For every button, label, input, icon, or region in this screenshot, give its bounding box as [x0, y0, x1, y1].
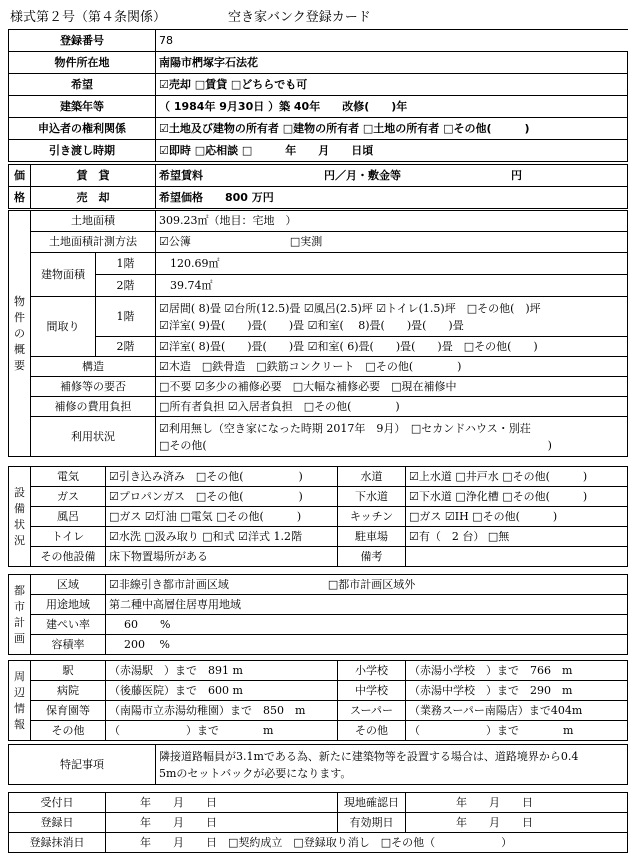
- remarks-label: 備考: [338, 547, 406, 567]
- gas-label: ガス: [31, 487, 106, 507]
- cost-value: □所有者負担 ☑入居者負担 □その他( ): [156, 397, 628, 417]
- surroundings-side-label: 周辺情報: [9, 661, 31, 741]
- special-value: [156, 745, 628, 785]
- rights-value: ☑土地及び建物の所有者 □建物の所有者 □土地の所有者 □その他( ): [156, 118, 628, 140]
- layout-label: 間取り: [31, 297, 96, 357]
- built-label: 建築年等: [9, 96, 156, 118]
- elem-school-label: 小学校: [338, 661, 406, 681]
- other1-label: その他: [31, 721, 106, 741]
- elec-value: ☑引き込み済み □その他( ): [106, 467, 338, 487]
- rent-value: 希望賃料 円／月・敷金等 円: [156, 165, 628, 187]
- facilities-table: [8, 466, 628, 567]
- bldg-floor2-label: 2階: [96, 275, 156, 297]
- junior-school-value: （赤湯中学校 ）まで 290 m: [406, 681, 628, 701]
- special-table: [8, 744, 628, 785]
- bldg-floor1-label: 1階: [96, 253, 156, 275]
- station-value: （赤湯駅 ）まで 891 m: [106, 661, 338, 681]
- registered-value: 年 月 日: [106, 813, 338, 833]
- nursery-label: 保育園等: [31, 701, 106, 721]
- zone-value: 第二種中高層住居専用地域: [106, 595, 628, 615]
- other2-value: （ ）まで m: [406, 721, 628, 741]
- reg-no-label: 登録番号: [9, 30, 156, 52]
- measure-value: ☑公簿 □実測: [156, 232, 628, 253]
- bath-label: 風呂: [31, 507, 106, 527]
- layout-floor1-line2: ☑洋室( 9)畳( )畳( )畳 ☑和室( 8)畳( )畳( )畳: [159, 318, 464, 332]
- urban-table: [8, 574, 628, 655]
- usage-label: 利用状況: [31, 417, 156, 457]
- overview-table: [8, 210, 628, 457]
- layout-floor1-label: 1階: [96, 297, 156, 337]
- repair-value: □不要 ☑多少の補修必要 □大幅な補修必要 □現在補修中: [156, 377, 628, 397]
- overview-side-label: 物件の概要: [9, 211, 31, 457]
- special-line1: 隣接道路幅員が3.1mである為、新たに建築物等を設置する場合は、道路境界から0.4: [159, 749, 579, 763]
- other-equipment-label: その他設備: [31, 547, 106, 567]
- sale-label: 売 却: [31, 187, 156, 209]
- bldg-floor1-area: 120.69㎡: [156, 253, 628, 275]
- surroundings-table: [8, 660, 628, 741]
- other1-value: （ ）まで m: [106, 721, 338, 741]
- built-value: （ 1984年 9月30日 ）築 40年 改修( )年: [156, 96, 628, 118]
- elem-school-value: （赤湯小学校 ）まで 766 m: [406, 661, 628, 681]
- far-value: 200 %: [106, 635, 628, 655]
- layout-floor1-line1: ☑居間( 8)畳 ☑台所(12.5)畳 ☑風呂(2.5)坪 ☑トイレ(1.5)坪 □その他( )坪: [159, 301, 541, 315]
- expiry-value: 年 月 日: [406, 813, 628, 833]
- received-value: 年 月 日: [106, 793, 338, 813]
- wish-value: ☑売却 □賃貸 □どちらでも可: [156, 74, 628, 96]
- area-value: ☑非線引き都市計画区域 □都市計画区域外: [106, 575, 628, 595]
- price-side-1: 価: [9, 165, 31, 187]
- price-side-2: 格: [9, 187, 31, 209]
- expiry-label: 有効期日: [338, 813, 406, 833]
- repair-label: 補修等の要否: [31, 377, 156, 397]
- bldg-area-label: 建物面積: [31, 253, 96, 297]
- supermarket-label: スーパー: [338, 701, 406, 721]
- layout-floor2-value: ☑洋室( 8)畳( )畳( )畳 ☑和室( 6)畳( )畳( )畳 □その他( ): [156, 337, 628, 357]
- sale-value: 希望価格 800 万円: [156, 187, 628, 209]
- usage-cell: [156, 417, 628, 457]
- water-value: ☑上水道 □井戸水 □その他( ): [406, 467, 628, 487]
- special-line2: 5mのセットバックが必要になります。: [159, 766, 352, 780]
- hospital-label: 病院: [31, 681, 106, 701]
- supermarket-value: （業務スーパー南陽店）まで404m: [406, 701, 628, 721]
- gas-value: ☑プロパンガス □その他( ): [106, 487, 338, 507]
- far-label: 容積率: [31, 635, 106, 655]
- basic-info-table: [8, 29, 628, 162]
- special-label: 特記事項: [9, 745, 156, 785]
- parking-label: 駐車場: [338, 527, 406, 547]
- toilet-label: トイレ: [31, 527, 106, 547]
- layout-floor2-label: 2階: [96, 337, 156, 357]
- parking-value: ☑有（ 2 台） □無: [406, 527, 628, 547]
- received-label: 受付日: [9, 793, 106, 813]
- layout-floor1-cell: [156, 297, 628, 337]
- admin-table: [8, 792, 628, 853]
- rent-label: 賃 貸: [31, 165, 156, 187]
- card-title: 空き家バンク登録カード: [228, 10, 371, 25]
- registered-label: 登録日: [9, 813, 106, 833]
- usage-line1: ☑利用無し（空き家になった時期 2017年 9月） □セカンドハウス・別荘: [159, 421, 531, 435]
- nursery-value: （南陽市立赤湯幼稚園）まで 850 m: [106, 701, 338, 721]
- kitchen-label: キッチン: [338, 507, 406, 527]
- site-check-value: 年 月 日: [406, 793, 628, 813]
- sewer-value: ☑下水道 □浄化槽 □その他( ): [406, 487, 628, 507]
- structure-label: 構造: [31, 357, 156, 377]
- sewer-label: 下水道: [338, 487, 406, 507]
- measure-label: 土地面積計測方法: [31, 232, 156, 253]
- handover-value: ☑即時 □応相談 □ 年 月 日頃: [156, 140, 628, 162]
- location-value: 南陽市椚塚字石法花: [156, 52, 628, 74]
- junior-school-label: 中学校: [338, 681, 406, 701]
- cost-label: 補修の費用負担: [31, 397, 156, 417]
- form-number-title: 様式第２号（第４条関係）: [10, 10, 167, 25]
- area-label: 区域: [31, 575, 106, 595]
- handover-label: 引き渡し時期: [9, 140, 156, 162]
- toilet-value: ☑水洗 □汲み取り □和式 ☑洋式 1.2階: [106, 527, 338, 547]
- wish-label: 希望: [9, 74, 156, 96]
- price-table: [8, 164, 628, 209]
- station-label: 駅: [31, 661, 106, 681]
- location-label: 物件所在地: [9, 52, 156, 74]
- structure-value: ☑木造 □鉄骨造 □鉄筋コンクリート □その他( ): [156, 357, 628, 377]
- bath-value: □ガス ☑灯油 □電気 □その他( ): [106, 507, 338, 527]
- usage-line2: □その他( ): [159, 438, 552, 452]
- reg-no-value: 78: [156, 30, 628, 52]
- other2-label: その他: [338, 721, 406, 741]
- land-area-value: 309.23㎡（地目：宅地 ）: [156, 211, 628, 232]
- hospital-value: （後藤医院）まで 600 m: [106, 681, 338, 701]
- site-check-label: 現地確認日: [338, 793, 406, 813]
- kitchen-value: □ガス ☑IH □その他( ): [406, 507, 628, 527]
- urban-side-label: 都市計画: [9, 575, 31, 655]
- land-area-label: 土地面積: [31, 211, 156, 232]
- bcr-value: 60 %: [106, 615, 628, 635]
- remarks-value: [406, 547, 628, 567]
- cancel-label: 登録抹消日: [9, 833, 106, 853]
- zone-label: 用途地域: [31, 595, 106, 615]
- water-label: 水道: [338, 467, 406, 487]
- cancel-value: 年 月 日 □契約成立 □登録取り消し □その他（ ）: [106, 833, 628, 853]
- bldg-floor2-area: 39.74㎡: [156, 275, 628, 297]
- bcr-label: 建ぺい率: [31, 615, 106, 635]
- other-equipment-value: 床下物置場所がある: [106, 547, 338, 567]
- facilities-side-label: 設備状況: [9, 467, 31, 567]
- elec-label: 電気: [31, 467, 106, 487]
- rights-label: 申込者の権利関係: [9, 118, 156, 140]
